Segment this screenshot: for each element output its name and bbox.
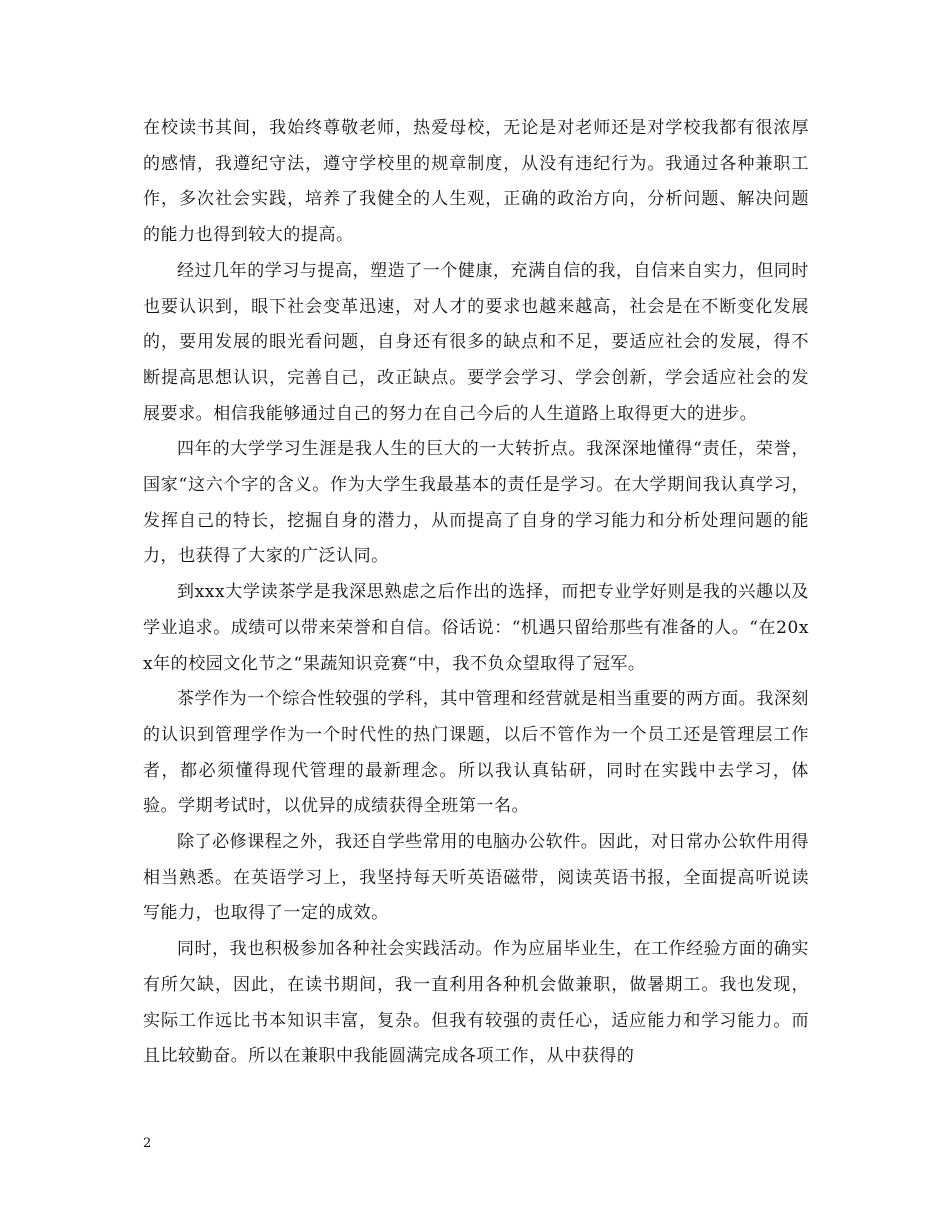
page-number: 2: [143, 1136, 152, 1151]
paragraph-4: 到xxx大学读茶学是我深思熟虑之后作出的选择，而把专业学好则是我的兴趣以及学业追求。成绩可以带来荣誉和自信。俗话说：“机遇只留给那些有准备的人。“在20xx年的校园文化节之“果蔬知识竞赛“中，我不负众望取得了冠军。: [143, 582, 809, 674]
paragraph-2: 经过几年的学习与提高，塑造了一个健康，充满自信的我，自信来自实力，但同时也要认识到，眼下社会变革迅速，对人才的要求也越来越高，社会是在不断变化发展的，要用发展的眼光看问题，自身还有很多的缺点和不足，要适应社会的发展，得不断提高思想认识，完善自己，改正缺点。要学会学习、学会创新，学会适应社会的发展要求。相信我能够通过自己的努力在自己今后的人生道路上取得更大的进步。: [143, 260, 809, 424]
paragraph-1: 在校读书其间，我始终尊敬老师，热爱母校，无论是对老师还是对学校我都有很浓厚的感情，我遵纪守法，遵守学校里的规章制度，从没有违纪行为。我通过各种兼职工作，多次社会实践，培养了我健全的人生观，正确的政治方向，分析问题、解决问题的能力也得到较大的提高。: [143, 118, 809, 246]
paragraph-6: 除了必修课程之外，我还自学些常用的电脑办公软件。因此，对日常办公软件用得相当熟悉。在英语学习上，我坚持每天听英语磁带，阅读英语书报，全面提高听说读写能力，也取得了一定的成效。: [143, 832, 809, 924]
document-body: [143, 111, 809, 1075]
paragraph-7: 同时，我也积极参加各种社会实践活动。作为应届毕业生，在工作经验方面的确实有所欠缺，因此，在读书期间，我一直利用各种机会做兼职，做暑期工。我也发现，实际工作远比书本知识丰富，复杂。但我有较强的责任心，适应能力和学习能力。而且比较勤奋。所以在兼职中我能圆满完成各项工作，从中获得的: [143, 939, 809, 1067]
paragraph-5: 茶学作为一个综合性较强的学科，其中管理和经营就是相当重要的两方面。我深刻的认识到管理学作为一个时代性的热门课题，以后不管作为一个员工还是管理层工作者，都必须懂得现代管理的最新理念。所以我认真钻研，同时在实践中去学习，体验。学期考试时，以优异的成绩获得全班第一名。: [143, 689, 809, 817]
paragraph-3: 四年的大学学习生涯是我人生的巨大的一大转折点。我深深地懂得“责任，荣誉，国家“这六个字的含义。作为大学生我最基本的责任是学习。在大学期间我认真学习，发挥自己的特长，挖掘自身的潜力，从而提高了自身的学习能力和分析处理问题的能力，也获得了大家的广泛认同。: [143, 439, 809, 567]
